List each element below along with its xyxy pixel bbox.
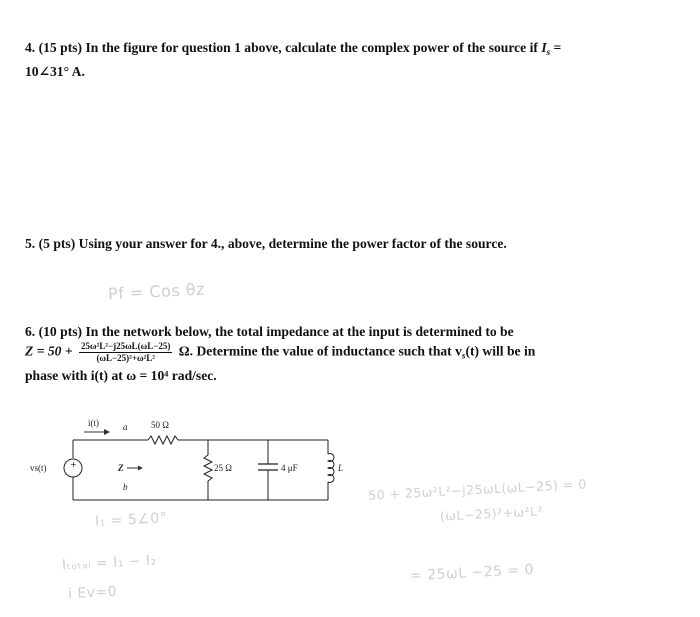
z-arrow-icon — [138, 466, 143, 471]
q4-var: I — [541, 40, 547, 55]
q6-number: 6. — [25, 324, 36, 339]
q6-vs-tail: (t) will be in — [465, 343, 536, 359]
parallel-resistor-label: 25 Ω — [214, 463, 232, 473]
series-resistor-icon — [148, 436, 178, 444]
series-resistor-label: 50 Ω — [151, 420, 169, 430]
question-6 — [25, 322, 675, 385]
source-label: vs(t) — [30, 463, 47, 473]
q6-unit-text: Ω. Determine the value of inductance such that v — [178, 343, 462, 359]
pencil-note-denominator: (ωL−25)²+ω²L² — [439, 503, 544, 524]
inductor-label: L — [338, 463, 344, 473]
pencil-note-current: I₁ = 5∠0° — [94, 510, 168, 530]
q5-number: 5. — [25, 236, 36, 251]
q6-vs-sub: s — [461, 350, 466, 361]
q5-points: (5 pts) — [38, 236, 76, 251]
circuit-diagram — [28, 410, 388, 520]
pencil-note-equation: 50 + 25ω²L²−j25ωL(ωL−25) = 0 — [367, 476, 588, 503]
q4-equals: = — [553, 40, 562, 55]
z-label: Z — [118, 463, 124, 473]
current-label: i(t) — [88, 418, 99, 428]
parallel-resistor-icon — [204, 455, 212, 481]
q4-text: In the figure for question 1 above, calculate the complex power of the source if — [85, 40, 538, 55]
node-b-label: b — [123, 482, 128, 492]
current-arrowhead-icon — [104, 429, 110, 435]
question-5 — [25, 234, 675, 253]
q5-text: Using your answer for 4., above, determine the power factor of the source. — [78, 236, 507, 251]
question-4 — [25, 38, 675, 81]
q4-number: 4. — [25, 40, 36, 55]
q6-fraction-numerator: 25ω²L²−j25ωL(ωL−25) — [81, 341, 171, 351]
pencil-note-result: = 25ωL −25 = 0 — [409, 561, 535, 585]
q5-handwritten-note: Pf = Cos θz — [107, 279, 206, 304]
source-plus-icon: + — [70, 460, 77, 469]
pencil-note-kvl: i Ev=0 — [67, 583, 118, 603]
q6-line1: In the network below, the total impedance at the input is determined to be — [85, 324, 514, 339]
q6-impedance-fraction — [79, 341, 172, 364]
q6-points: (10 pts) — [38, 324, 83, 339]
inductor-icon — [328, 454, 334, 483]
q6-fraction-denominator: (ωL−25)²+ω²L² — [96, 353, 155, 363]
q4-value: 10∠31° A. — [25, 64, 85, 79]
node-a-label: a — [123, 422, 128, 432]
q4-points: (15 pts) — [38, 40, 83, 55]
q4-var-sub: s — [546, 47, 551, 57]
q6-line3: phase with i(t) at ω = 10⁴ rad/sec. — [25, 367, 217, 383]
q6-z-prefix: Z = 50 + — [25, 343, 73, 359]
pencil-note-total-current: Iₜₒₜₐₗ = I₁ − I₂ — [61, 552, 158, 574]
capacitor-label: 4 μF — [281, 463, 298, 473]
